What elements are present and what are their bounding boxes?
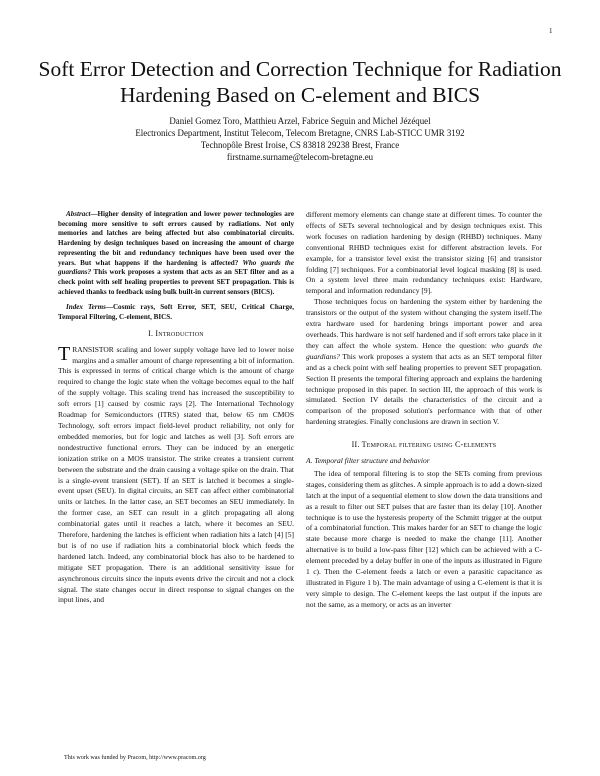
- abstract: [58, 210, 294, 323]
- intro-paragraph: [58, 342, 294, 607]
- index-terms-label: Index Terms: [66, 303, 106, 312]
- right-paragraph-2-a: Those techniques focus on hardening the system either by hardening the transistors or the output of the system without changing the system itself.The extra hardware used for hardening brings important power and area overheads. This hardware is not self hardened and if soft errors take place in it they can affect the whole system. Hence the question:: [306, 297, 542, 350]
- drop-cap: T: [58, 342, 71, 365]
- right-paragraph-2: [306, 297, 542, 428]
- right-paragraph-2-b: This work proposes a system that acts as an SET temporal filter and as a check point with self healing properties to prevent SET propagation. Section II presents the temporal filtering approach and explains the hardening technique proposed in this paper. In section III, the approach of this work is simulated. Section IV details the characteristics of the circuit and a comparison of the proposed solution's performance with that of other hardening strategies. Finally conclusions are drawn in section V.: [306, 351, 542, 427]
- index-terms-text: —Cosmic rays, Soft Error, SET, SEU, Critical Charge, Temporal Filtering, C-element, BICS.: [58, 303, 294, 322]
- page-number: 1: [549, 27, 553, 35]
- author-names: Daniel Gomez Toro, Matthieu Arzel, Fabrice Seguin and Michel Jézéquel: [169, 116, 431, 126]
- right-column: [306, 210, 542, 611]
- section-heading-introduction: I. Introduction: [148, 328, 204, 338]
- abstract-text-1: —Higher density of integration and lower power technologies are becoming more sensitive to soft errors caused by radiations. Not only memories and latches are being affected but also combinatorial circuits. Hardening by design techniques based on increasing the amount of charge representing the bit and redundancy techniques have been used over the years. But what happens if the hardening is affected?: [58, 210, 294, 267]
- footnote: This work was funded by Pracom, http://www.pracom.org: [64, 755, 206, 761]
- right-paragraph-1: different memory elements can change state at different times. To counter the effects of SETs several technological and by design techniques exist. This work focuses on radiation hardening by design (RHBD) techniques. Many conventional RHBD techniques exist for different abstraction levels. For example, for a transistor level exist the transistor sizing [6] and transistor folding [7] techniques. For a combinatorial level logical masking [8] is used. On a system level three main redundancy techniques exist: Hardware, temporal and information redundancy [9].: [306, 210, 542, 296]
- paper-title: Soft Error Detection and Correction Technique for Radiation Hardening Based on C-element and BICS: [38, 57, 562, 107]
- author-block: [0, 115, 600, 163]
- intro-paragraph-text: RANSISTOR scaling and lower supply voltage have led to lower noise margins and a smaller amount of charge representing a bit of information. This is expressed in terms of critical charge which is the amount of charge required to change the logic state when the voltage becomes equal to the half of the supply voltage. This scaling trend has increased the susceptibility to soft errors [1] caused by cosmic rays [2]. The International Technology Roadmap for Semiconductors (ITRS) stated that, below 65 nm CMOS Technology, soft errors impact field-level product reliability, not only for embedded memories, but for logic and latches as well [3]. Soft errors are nondestructive functional errors. They can be induced by an energetic ionization strike on a MOS transistor. The strike creates a transient current between the substrate and the drain causing a voltage spike on the drain. That is a single-event transient (SET). If an SET is latched it becomes a single-event upset (SEU). In digital circuits, an SET can affect either combinatorial units or latches. In the latter case, an SET becomes an SEU immediately. In the former case, an SET can result in a glitch propagating all along combinatorial gates until it reaches a latch, where it becomes an SEU. Therefore, hardening the latches is efficient when radiation hits a latch [4] [5] but is of no use if radiation hits a combinatorial block which feeds the hardened latch. Indeed, any combinatorial block has also to be hardened to mitigate SET propagation. There is an additional sensitivity issue for asynchronous circuits since the inputs events drive the circuit and not a clock signal. The state changes occur in direct response to signal changes on the input lines, and: [58, 344, 294, 605]
- abstract-question: Who guards the guardians?: [58, 258, 294, 277]
- author-email: firstname.surname@telecom-bretagne.eu: [226, 152, 374, 162]
- abstract-text-2: This work proposes a system that acts as an SET filter and as a check point with self healing properties to prevent SET propagation. This is achieved thanks to feedback using bulk built-in current sensors (BICS).: [58, 268, 294, 296]
- author-affiliation: Electronics Department, Institut Telecom, Telecom Bretagne, CNRS Lab-STICC UMR 3192: [135, 128, 465, 138]
- section2-paragraph-1: The idea of temporal filtering is to stop the SETs coming from previous stages, considering them as glitches. A simple approach is to add a down-sized latch at the input of a sequential element to slow down the data transitions and as a result to filter out SET pulses that are faster than its delay [10]. Another technique is to use the hysteresis property of the Schmitt trigger at the output of a combinatorial function. This makes harder for an SET to change the logic state because more charge is needed to make the change [11]. Another alternative is to build a low-pass filter [12] which can be achieved with a C-element preceded by a delay buffer in one of the inputs as illustrated in Figure 1 c). Then the C-element feeds a latch or even a parasitic capacitance as illustrated in Figure 1 b). The main advantage of using a C-element is that it is very simple to design. The C-element keeps the last output if the inputs are not the same, as a memory, or acts as an inverter: [306, 468, 542, 609]
- abstract-label: Abstract: [66, 210, 91, 218]
- author-address: Technopôle Brest Iroise, CS 83818 29238 Brest, France: [200, 140, 400, 150]
- right-paragraph-2-question: who guards the guardians?: [306, 340, 543, 361]
- section-heading-temporal-filtering: II. Temporal filtering using C-elements: [351, 440, 497, 450]
- subsection-heading-temporal-filter: A. Temporal filter structure and behavior: [306, 456, 430, 466]
- left-column: [58, 210, 294, 606]
